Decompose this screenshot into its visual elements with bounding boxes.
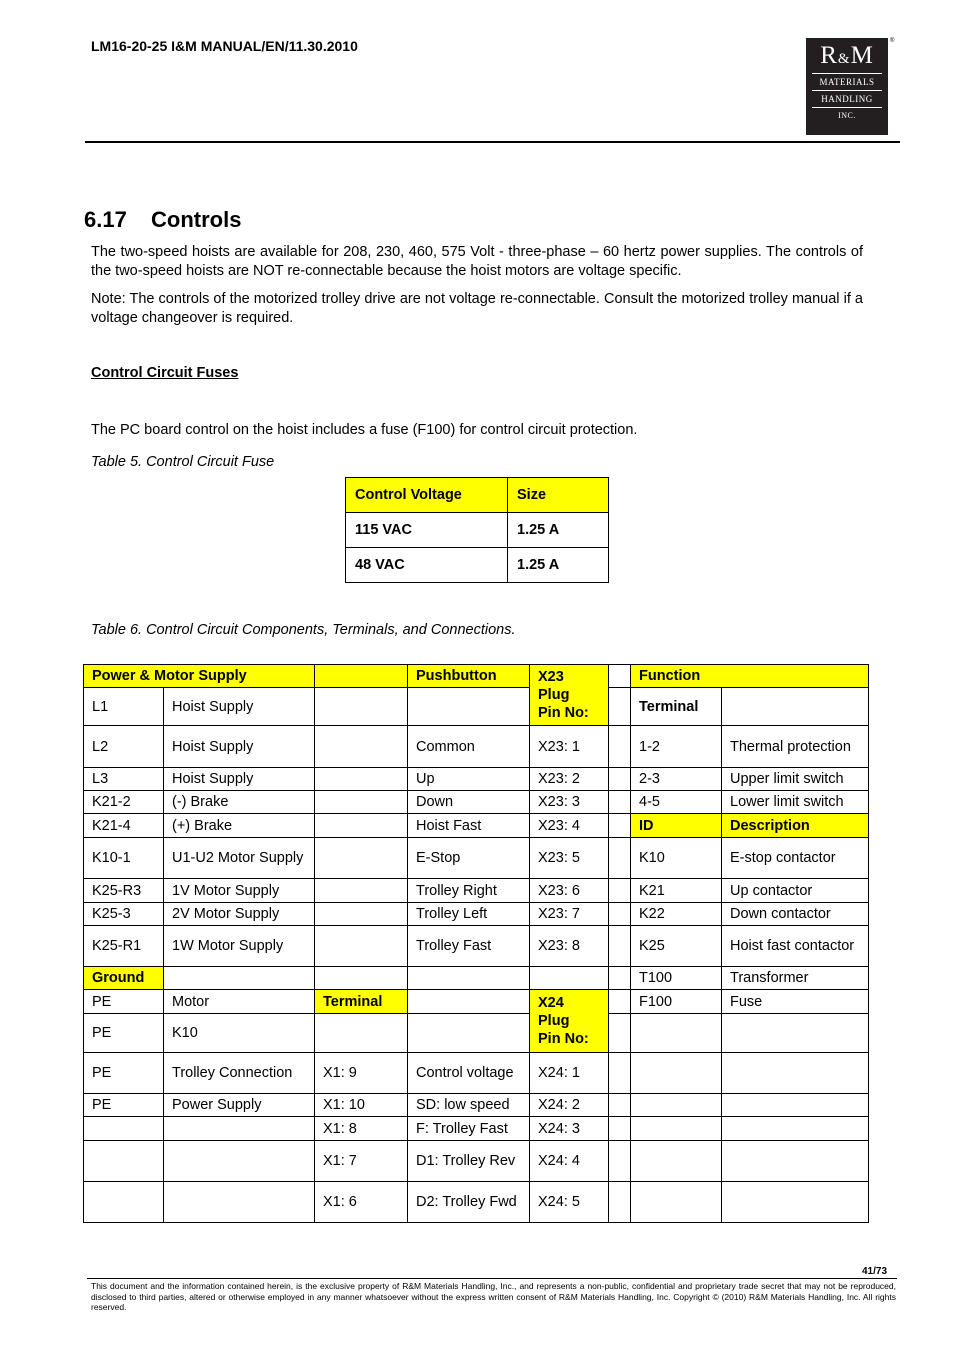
table-cell: [722, 1094, 869, 1117]
table-cell: 1-2: [631, 726, 722, 768]
table-row: [346, 513, 609, 548]
table-cell: (-) Brake: [164, 791, 315, 814]
logo-mark: R&M: [820, 42, 874, 69]
table-cell: [631, 1053, 722, 1094]
table-cell: K25-R1: [84, 926, 164, 967]
table-cell: 2-3: [631, 768, 722, 791]
table-cell: [609, 1053, 631, 1094]
table-cell: [609, 768, 631, 791]
table-header-cell: Ground: [84, 967, 164, 990]
table-cell: [609, 990, 631, 1014]
table-row: [84, 814, 869, 838]
logo-line-2: HANDLING: [821, 94, 873, 104]
table-cell: X23: 1: [530, 726, 609, 768]
table-cell: X23: 6: [530, 879, 609, 903]
table-cell: 1.25 A: [508, 548, 609, 583]
intro-paragraph: The two-speed hoists are available for 208, 230, 460, 575 Volt - three-phase – 60 hertz power supplies. The controls of the two-speed hoists are NOT re-connectable because the hoist motors are voltage specific.: [91, 244, 863, 279]
table-cell: [315, 665, 408, 688]
table-cell: [315, 838, 408, 879]
table-cell: Control voltage: [408, 1053, 530, 1094]
section-heading: [84, 207, 241, 233]
table-cell: Up: [408, 768, 530, 791]
table-cell: [631, 1117, 722, 1141]
table-cell: U1-U2 Motor Supply: [164, 838, 315, 879]
table-cell: [609, 926, 631, 967]
table-row: [84, 1053, 869, 1094]
table-cell: [609, 1117, 631, 1141]
fuse-paragraph: The PC board control on the hoist includes a fuse (F100) for control circuit protection.: [91, 422, 638, 438]
logo-line-1: MATERIALS: [819, 77, 875, 87]
table-cell: [609, 688, 631, 726]
table-cell: K10: [631, 838, 722, 879]
table-header-cell: Size: [508, 478, 609, 513]
table-cell: K25-R3: [84, 879, 164, 903]
table-header-cell: Terminal: [315, 990, 408, 1014]
table-cell: Fuse: [722, 990, 869, 1014]
table-cell: X23: 7: [530, 903, 609, 926]
table-cell: Transformer: [722, 967, 869, 990]
table-cell: 115 VAC: [346, 513, 508, 548]
table5-caption: Table 5. Control Circuit Fuse: [91, 454, 275, 470]
table-cell: Lower limit switch: [722, 791, 869, 814]
table-cell: Hoist Fast: [408, 814, 530, 838]
table-row: [84, 990, 869, 1014]
table-cell: [164, 1117, 315, 1141]
table-row: [84, 1014, 869, 1053]
table-cell: [84, 1182, 164, 1223]
table-cell: K25-3: [84, 903, 164, 926]
table-cell: PE: [84, 1053, 164, 1094]
table-cell: F: Trolley Fast: [408, 1117, 530, 1141]
table-cell: [315, 688, 408, 726]
document-id: LM16-20-25 I&M MANUAL/EN/11.30.2010: [91, 38, 358, 54]
table-cell: [722, 1053, 869, 1094]
table-cell: [408, 967, 530, 990]
table-row: [84, 1141, 869, 1182]
table-cell: [609, 726, 631, 768]
table-cell: K21-2: [84, 791, 164, 814]
table-cell: Down contactor: [722, 903, 869, 926]
table-cell: E-stop contactor: [722, 838, 869, 879]
confidentiality-notice: This document and the information contained herein, is the exclusive property of R&M Materials Handling, Inc., and represents a non-public, confidential and proprietary trade secret that may not be reproduced, disclosed to third parties, altered or otherwise employed in any manner whatsoever without the express written consent of R&M Materials Handling, Inc. Copyright © (2010) R&M Materials Handling, Inc. All rights reserved.: [91, 1281, 896, 1312]
table-cell: [315, 903, 408, 926]
table-cell: [609, 791, 631, 814]
table-cell: PE: [84, 1094, 164, 1117]
table-cell: PE: [84, 990, 164, 1014]
table-row: [84, 879, 869, 903]
table-cell: E-Stop: [408, 838, 530, 879]
table-cell: Trolley Fast: [408, 926, 530, 967]
table-cell: [609, 1141, 631, 1182]
table-cell: [315, 768, 408, 791]
table-header-cell: X24 Plug Pin No:: [530, 990, 609, 1053]
table-row: [346, 548, 609, 583]
table-cell: Upper limit switch: [722, 768, 869, 791]
table-cell: [530, 967, 609, 990]
table-cell: [722, 1014, 869, 1053]
table-row: [84, 688, 869, 726]
table-row: [84, 726, 869, 768]
table-cell: K21-4: [84, 814, 164, 838]
table-cell: 4-5: [631, 791, 722, 814]
table-header-cell: Function: [631, 665, 869, 688]
table-cell: SD: low speed: [408, 1094, 530, 1117]
table-cell: [609, 967, 631, 990]
table-cell: Trolley Connection: [164, 1053, 315, 1094]
table-cell: [631, 1182, 722, 1223]
table-row: [84, 838, 869, 879]
header-divider: [85, 141, 900, 143]
table-header-cell: ID: [631, 814, 722, 838]
table-row: [84, 1182, 869, 1223]
footer-divider: [87, 1278, 897, 1279]
table-row: [84, 1117, 869, 1141]
table-cell: [315, 879, 408, 903]
table-cell: [609, 1014, 631, 1053]
table-cell: [315, 967, 408, 990]
table-cell: [315, 814, 408, 838]
table-cell: [722, 1141, 869, 1182]
table-cell: PE: [84, 1014, 164, 1053]
table-cell: 2V Motor Supply: [164, 903, 315, 926]
table-cell: [609, 814, 631, 838]
table-cell: [84, 1141, 164, 1182]
table-cell: D2: Trolley Fwd: [408, 1182, 530, 1223]
table-cell: [631, 1141, 722, 1182]
table-cell: X23: 5: [530, 838, 609, 879]
table-cell: [315, 791, 408, 814]
table-cell: [84, 1117, 164, 1141]
table-cell: K21: [631, 879, 722, 903]
table-cell: [164, 1182, 315, 1223]
table-header-cell: Description: [722, 814, 869, 838]
table-cell: [609, 838, 631, 879]
table-cell: Trolley Left: [408, 903, 530, 926]
table-cell: Terminal: [631, 688, 722, 726]
table-cell: [164, 967, 315, 990]
table-cell: Hoist Supply: [164, 768, 315, 791]
table-cell: [315, 926, 408, 967]
table-cell: Hoist fast contactor: [722, 926, 869, 967]
table-cell: Motor: [164, 990, 315, 1014]
table-cell: X1: 8: [315, 1117, 408, 1141]
table-header-cell: Power & Motor Supply: [84, 665, 315, 688]
table-cell: 1V Motor Supply: [164, 879, 315, 903]
table-cell: Thermal protection: [722, 726, 869, 768]
table-cell: K25: [631, 926, 722, 967]
table-cell: Down: [408, 791, 530, 814]
table-cell: X23: 3: [530, 791, 609, 814]
table-cell: [722, 688, 869, 726]
table-cell: [408, 990, 530, 1014]
table-cell: [609, 903, 631, 926]
table-cell: 1.25 A: [508, 513, 609, 548]
table-cell: [631, 1094, 722, 1117]
table-cell: X1: 7: [315, 1141, 408, 1182]
table-cell: [609, 879, 631, 903]
table-cell: X24: 2: [530, 1094, 609, 1117]
table-cell: X1: 10: [315, 1094, 408, 1117]
table-row: [84, 967, 869, 990]
table-cell: L1: [84, 688, 164, 726]
table-row: [84, 903, 869, 926]
section-number: 6.17: [84, 207, 127, 232]
table-cell: X1: 6: [315, 1182, 408, 1223]
table-cell: [609, 665, 631, 688]
table-cell: (+) Brake: [164, 814, 315, 838]
table-header-cell: Control Voltage: [346, 478, 508, 513]
table-cell: F100: [631, 990, 722, 1014]
page-number: 41/73: [862, 1266, 888, 1277]
table-cell: X1: 9: [315, 1053, 408, 1094]
table-cell: [164, 1141, 315, 1182]
table-cell: [722, 1117, 869, 1141]
table-cell: [408, 688, 530, 726]
table-cell: [609, 1094, 631, 1117]
subheading-control-circuit-fuses: Control Circuit Fuses: [91, 365, 239, 381]
table-cell: X23: 8: [530, 926, 609, 967]
note-paragraph: Note: The controls of the motorized trolley drive are not voltage re-connectable. Consult the motorized trolley manual if a voltage changeover is required.: [91, 291, 863, 326]
table-cell: Trolley Right: [408, 879, 530, 903]
table-cell: X24: 5: [530, 1182, 609, 1223]
company-logo: [806, 38, 888, 135]
table-cell: X24: 4: [530, 1141, 609, 1182]
table-cell: D1: Trolley Rev: [408, 1141, 530, 1182]
table-cell: [631, 1014, 722, 1053]
fuse-table: [345, 477, 609, 583]
table-cell: [609, 1182, 631, 1223]
table-cell: K10-1: [84, 838, 164, 879]
table-row: [84, 768, 869, 791]
table-cell: X24: 1: [530, 1053, 609, 1094]
table-cell: [315, 1014, 408, 1053]
components-table: [83, 664, 869, 1223]
table-cell: L3: [84, 768, 164, 791]
table6-caption: Table 6. Control Circuit Components, Terminals, and Connections.: [91, 622, 516, 638]
table-cell: Common: [408, 726, 530, 768]
table-cell: Power Supply: [164, 1094, 315, 1117]
table-header-cell: Pushbutton: [408, 665, 530, 688]
table-cell: K22: [631, 903, 722, 926]
table-cell: X23: 4: [530, 814, 609, 838]
table-row: [346, 478, 609, 513]
table-cell: [408, 1014, 530, 1053]
table-row: [84, 665, 869, 688]
section-title: Controls: [151, 207, 242, 232]
table-row: [84, 791, 869, 814]
table-cell: 48 VAC: [346, 548, 508, 583]
table-cell: 1W Motor Supply: [164, 926, 315, 967]
table-header-cell: X23 Plug Pin No:: [530, 665, 609, 726]
table-cell: [722, 1182, 869, 1223]
table-cell: [315, 726, 408, 768]
table-cell: K10: [164, 1014, 315, 1053]
registered-mark: ®: [890, 38, 895, 44]
table-row: [84, 1094, 869, 1117]
logo-line-3: INC.: [838, 111, 856, 120]
table-cell: X24: 3: [530, 1117, 609, 1141]
table-cell: Hoist Supply: [164, 688, 315, 726]
table-cell: X23: 2: [530, 768, 609, 791]
table-cell: Hoist Supply: [164, 726, 315, 768]
table-cell: Up contactor: [722, 879, 869, 903]
table-cell: T100: [631, 967, 722, 990]
table-cell: L2: [84, 726, 164, 768]
table-row: [84, 926, 869, 967]
